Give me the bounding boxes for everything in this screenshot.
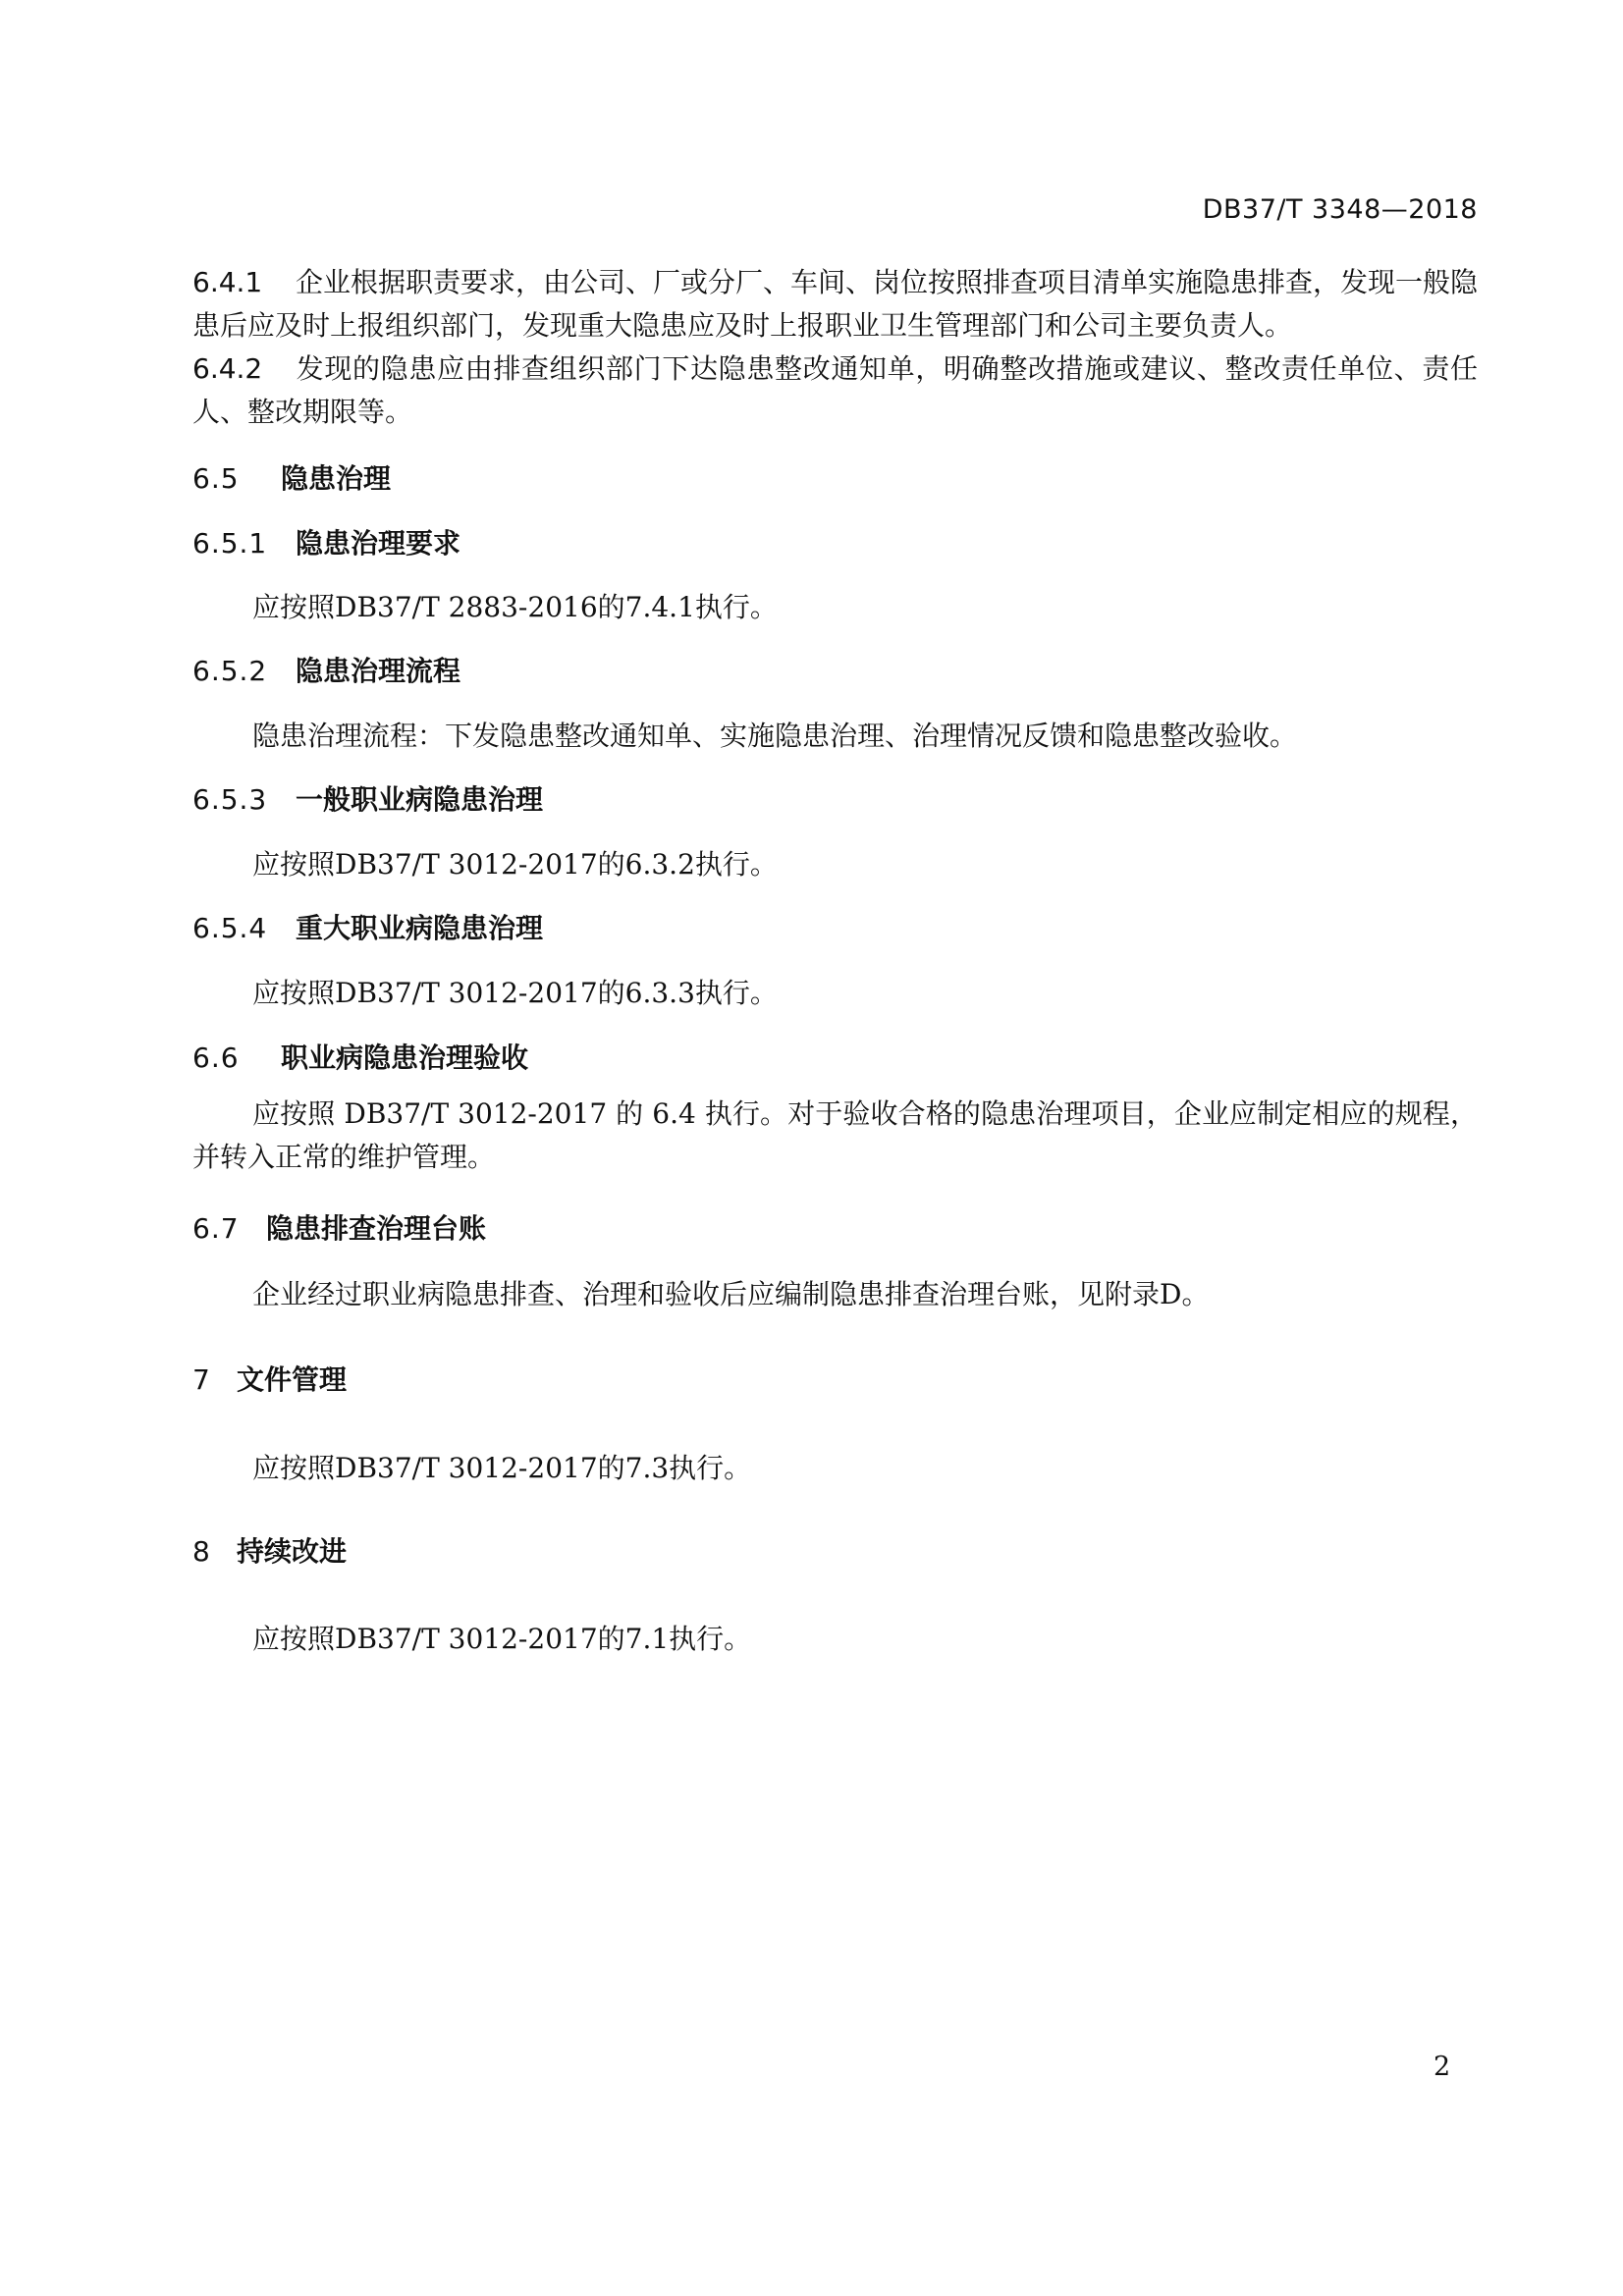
section-body-6-6: 应按照 DB37/T 3012-2017 的 6.4 执行。对于验收合格的隐患治理项目，企业应制定相应的规程，并转入正常的维护管理。 — [192, 1097, 1478, 1173]
section-title: 隐患治理 — [281, 462, 392, 495]
section-heading-7 — [192, 1359, 1478, 1398]
section-heading-6-5-3 — [192, 778, 1478, 818]
section-body-6-5-2: 隐患治理流程：下发隐患整改通知单、实施隐患治理、治理情况反馈和隐患整改验收。 — [252, 720, 1298, 752]
section-body-7: 应按照DB37/T 3012-2017的7.3执行。 — [252, 1452, 752, 1484]
document-code: DB37/T 3348—2018 — [1202, 194, 1478, 225]
section-number: 6.7 — [192, 1212, 240, 1245]
clause-6-4-2 — [192, 347, 1478, 434]
section-number: 7 — [192, 1363, 211, 1396]
clause-text: 发现的隐患应由排查组织部门下达隐患整改通知单，明确整改措施或建议、整改责任单位、责任人、整改期限等。 — [192, 352, 1478, 428]
clause-number: 6.4.1 — [192, 266, 263, 298]
section-heading-6-5-4 — [192, 907, 1478, 946]
page-number: 2 — [1434, 2052, 1451, 2082]
section-title: 文件管理 — [237, 1363, 348, 1396]
section-body-6-7: 企业经过职业病隐患排查、治理和验收后应编制隐患排查治理台账，见附录D。 — [252, 1278, 1210, 1310]
section-number: 6.5 — [192, 462, 240, 495]
section-body-8: 应按照DB37/T 3012-2017的7.1执行。 — [252, 1623, 752, 1655]
section-title: 重大职业病隐患治理 — [296, 912, 544, 944]
section-heading-8 — [192, 1530, 1478, 1570]
section-body-6-5-1: 应按照DB37/T 2883-2016的7.4.1执行。 — [252, 591, 778, 623]
section-heading-6-6 — [192, 1037, 1478, 1076]
section-title: 一般职业病隐患治理 — [296, 783, 544, 816]
clause-number: 6.4.2 — [192, 352, 263, 385]
section-title: 职业病隐患治理验收 — [281, 1041, 529, 1074]
section-number: 8 — [192, 1535, 211, 1568]
section-heading-6-5-1 — [192, 522, 1478, 561]
section-number: 6.5.4 — [192, 912, 268, 944]
section-number: 6.6 — [192, 1041, 240, 1074]
section-number: 6.5.1 — [192, 527, 268, 560]
clause-text: 企业根据职责要求，由公司、厂或分厂、车间、岗位按照排查项目清单实施隐患排查，发现一般隐患后应及时上报组织部门，发现重大隐患应及时上报职业卫生管理部门和公司主要负责人。 — [192, 266, 1479, 342]
section-body-6-5-3: 应按照DB37/T 3012-2017的6.3.2执行。 — [252, 848, 778, 881]
section-title: 隐患治理流程 — [296, 655, 461, 687]
section-title: 隐患治理要求 — [296, 527, 461, 560]
section-number: 6.5.3 — [192, 783, 268, 816]
clause-6-4-1 — [192, 261, 1478, 347]
section-heading-6-7 — [192, 1207, 1478, 1247]
section-number: 6.5.2 — [192, 655, 268, 687]
section-heading-6-5-2 — [192, 650, 1478, 689]
section-title: 隐患排查治理台账 — [266, 1212, 487, 1245]
section-body-6-5-4: 应按照DB37/T 3012-2017的6.3.3执行。 — [252, 977, 778, 1009]
section-title: 持续改进 — [237, 1535, 348, 1568]
section-heading-6-5 — [192, 457, 1478, 497]
